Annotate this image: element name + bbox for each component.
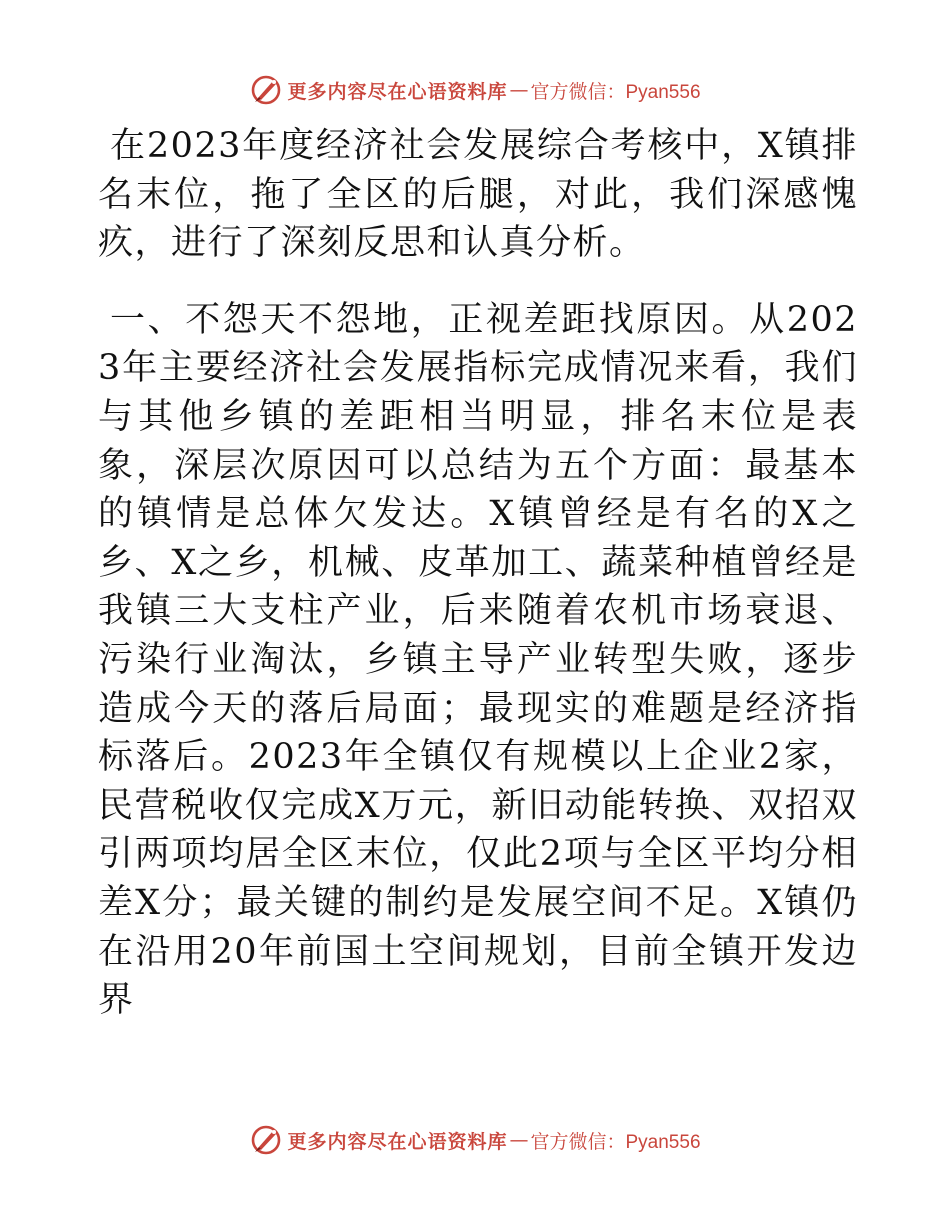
quill-pen-logo-icon (249, 1123, 283, 1157)
header-watermark (0, 72, 950, 108)
watermark-title: 更多内容尽在心语资料库 (287, 80, 508, 103)
quill-pen-logo-icon (249, 73, 283, 107)
watermark-dash: — (509, 79, 529, 101)
paragraph-section-one: 一、不怨天不怨地，正视差距找原因。从2023年主要经济社会发展指标完成情况来看，我们与其他乡镇的差距相当明显，排名末位是表象，深层次原因可以总结为五个方面：最基本的镇情是总体欠发达。X镇曾经是有名的X之乡、X之乡，机械、皮革加工、蔬菜种植曾经是我镇三大支柱产业，后来随着农机市场衰退、污染行业淘汰，乡镇主导产业转型失败，逐步造成今天的落后局面；最现实的难题是经济指标落后。2023年全镇仅有规模以上企业2家，民营税收仅完成X万元，新旧动能转换、双招双引两项均居全区末位，仅此2项与全区平均分相差X分；最关键的制约是发展空间不足。X镇仍在沿用20年前国土空间规划，目前全镇开发边界 (98, 299, 858, 1021)
watermark-contact: 官方微信：Pyan556 (530, 81, 701, 103)
watermark-title: 更多内容尽在心语资料库 (287, 1130, 508, 1153)
document-body (98, 122, 858, 1025)
watermark-contact: 官方微信：Pyan556 (530, 1131, 701, 1153)
paragraph-intro: 在2023年度经济社会发展综合考核中，X镇排名末位，拖了全区的后腿，对此，我们深感愧疚，进行了深刻反思和认真分析。 (98, 126, 858, 264)
footer-watermark (0, 1122, 950, 1158)
watermark-dash: — (509, 1129, 529, 1151)
